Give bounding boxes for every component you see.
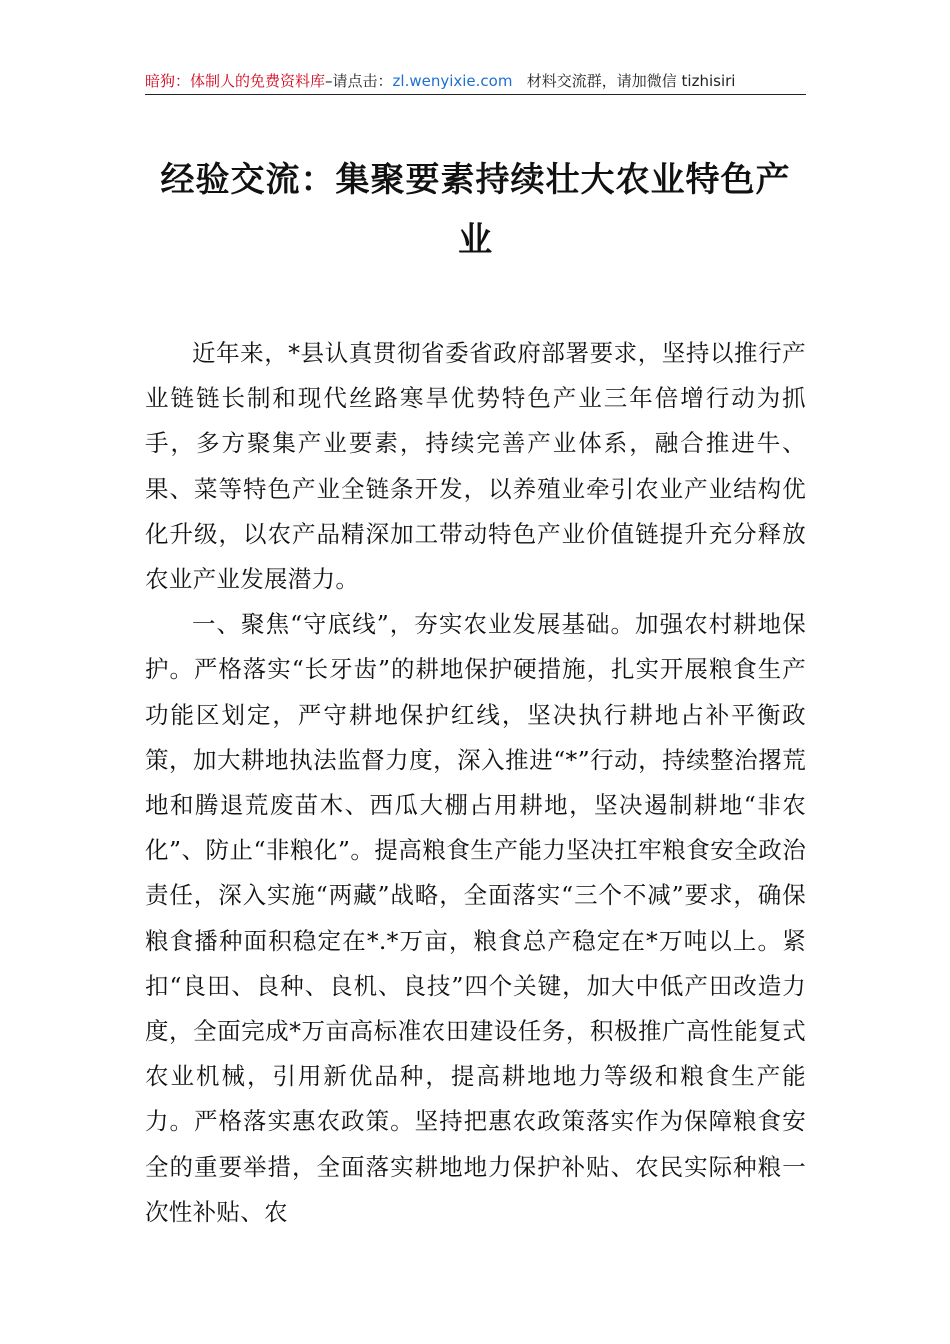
paragraph-intro: 近年来，*县认真贯彻省委省政府部署要求，坚持以推行产业链链长制和现代丝路寒旱优势特色产业三年倍增行动为抓手，多方聚集产业要素，持续完善产业体系，融合推进牛、果、菜等特色产业全链条开发，以养殖业牵引农业产业结构优化升级，以农产品精深加工带动特色产业价值链提升充分释放农业产业发展潜力。 bbox=[145, 339, 806, 594]
header-divider bbox=[145, 94, 806, 95]
header-spacer bbox=[512, 72, 526, 90]
header-contact: 材料交流群，请加微信 tizhisiri bbox=[526, 72, 736, 90]
document-title: 经验交流：集聚要素持续壮大农业特色产业 bbox=[160, 160, 791, 260]
paragraph-section-one: 一、聚焦“守底线”，夯实农业发展基础。加强农村耕地保护。严格落实“长牙齿”的耕地保护硬措施，扎实开展粮食生产功能区划定，严守耕地保护红线，坚决执行耕地占补平衡政策，加大耕地执法监督力度，深入推进“*”行动，持续整治撂荒地和腾退荒废苗木、西瓜大棚占用耕地，坚决遏制耕地“非农化”、防止“非粮化”。提高粮食生产能力坚决扛牢粮食安全政治责任，深入实施“两藏”战略，全面落实“三个不减”要求，确保粮食播种面积稳定在*.*万亩，粮食总产稳定在*万吨以上。紧扣“良田、良种、良机、良技”四个关键，加大中低产田改造力度，全面完成*万亩高标准农田建设任务，积极推广高性能复式农业机械，引用新优品种，提高耕地地力等级和粮食生产能力。严格落实惠农政策。坚持把惠农政策落实作为保障粮食安全的重要举措，全面落实耕地地力保护补贴、农民实际种粮一次性补贴、农 bbox=[145, 610, 806, 1226]
header-prompt: –请点击： bbox=[325, 72, 393, 90]
header-link[interactable]: zl.wenyixie.com bbox=[392, 72, 513, 90]
header-banner bbox=[145, 70, 806, 94]
header-brand: 暗狗：体制人的免费资料库 bbox=[145, 72, 326, 90]
document-body bbox=[145, 331, 806, 1235]
